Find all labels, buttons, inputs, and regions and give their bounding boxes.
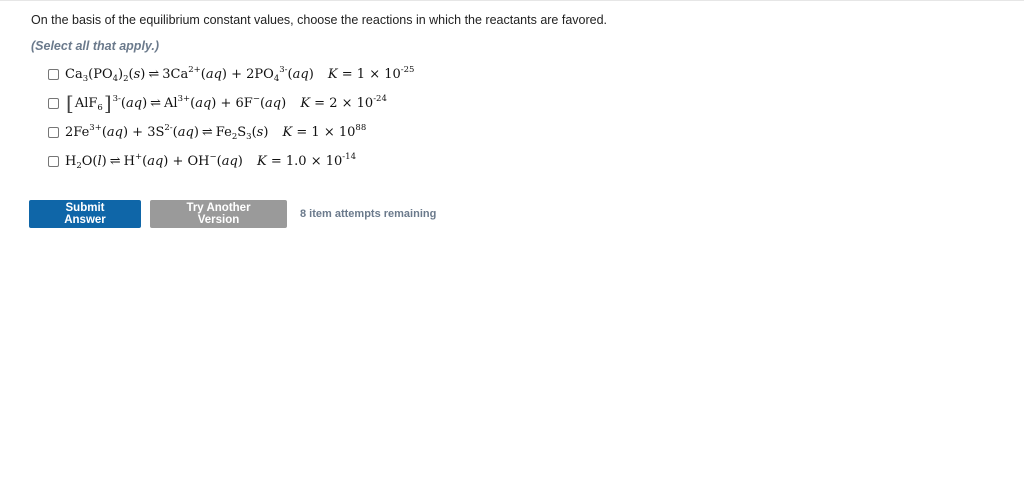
option-3[interactable] — [48, 120, 414, 144]
option-4-checkbox[interactable] — [48, 156, 59, 167]
option-3-k-mantissa: 1 — [311, 124, 320, 140]
option-3-equation: $2Fe^{3+}(aq) + 3S^{2-}(aq)$ ⇌ $Fe_2S_3(s) K = 1 \times 10^{88}$ — [65, 122, 367, 142]
try-another-version-button[interactable]: Try Another Version — [150, 200, 287, 228]
option-1-checkbox[interactable] — [48, 69, 59, 80]
option-4-equation: $H_2O(l)$ ⇌ H+(aq) + OH−(aq) $K = 1.0 \times 10^{-14}$ — [65, 151, 356, 171]
submit-answer-button[interactable]: Submit Answer — [29, 200, 141, 228]
option-2-k-exponent: -24 — [373, 94, 387, 104]
option-1-k-exponent: -25 — [400, 64, 415, 75]
option-3-checkbox[interactable] — [48, 127, 59, 138]
option-4-k-exponent: -14 — [342, 151, 356, 162]
option-1[interactable] — [48, 62, 414, 86]
option-4[interactable] — [48, 149, 414, 173]
option-1-equation: $Ca_3(PO_4)_2(s)$ ⇌ $3Ca^{2+}(aq) + 2PO_4^{3-}(aq) K = 1 \times 10^{-25}$ — [65, 64, 415, 84]
option-4-k-mantissa: 1.0 — [285, 153, 307, 169]
action-bar — [29, 200, 436, 228]
option-2-checkbox[interactable] — [48, 98, 59, 109]
answer-options — [48, 62, 414, 178]
option-2-equation: $[AlF_6]^{3-}(aq)$ ⇌ $Al^{3+}(aq) + 6F^-(aq) K = 2 \times 10^{-24}$ — [66, 91, 387, 115]
question-hint: (Select all that apply.) — [31, 39, 160, 53]
option-2-k-mantissa: 2 — [329, 96, 338, 111]
question-prompt: On the basis of the equilibrium constant values, choose the reactions in which the reactants are favored. — [31, 13, 608, 27]
option-2[interactable] — [48, 91, 414, 115]
option-1-k-mantissa: 1 — [356, 66, 366, 82]
top-divider — [0, 0, 1024, 1]
option-3-k-exponent: 88 — [355, 122, 367, 133]
attempts-remaining: 8 item attempts remaining — [300, 208, 437, 220]
